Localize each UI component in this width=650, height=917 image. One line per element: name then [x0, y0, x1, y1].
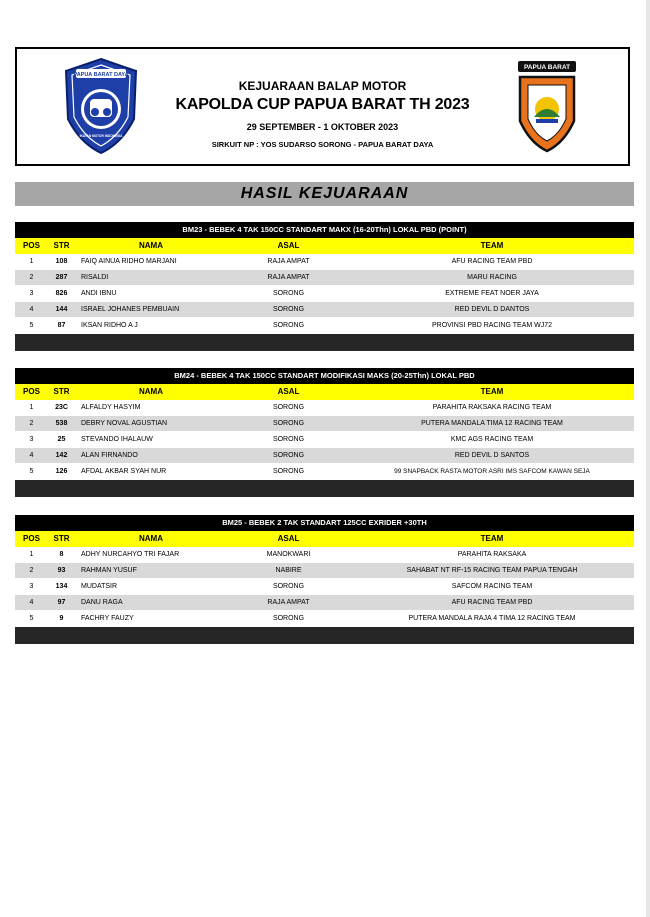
cell-asal: RAJA AMPAT	[267, 274, 310, 281]
cell-nama: RISALDI	[81, 274, 109, 281]
cell-pos: 2	[29, 274, 34, 281]
event-circuit: SIRKUIT NP : YOS SUDARSO SORONG - PAPUA BARAT DAYA	[211, 140, 434, 149]
cell-nama: ADHY NURCAHYO TRI FAJAR	[81, 551, 180, 558]
svg-text:PAPUA BARAT DAYA: PAPUA BARAT DAYA	[73, 72, 129, 78]
col-str-header: STR	[53, 534, 70, 543]
class-footer-bar	[15, 627, 634, 644]
col-nama-header: NAMA	[139, 534, 163, 543]
col-team-header: TEAM	[480, 241, 504, 250]
cell-asal: SORONG	[272, 420, 305, 427]
cell-nama: MUDATSIR	[81, 583, 118, 590]
cell-pos: 4	[29, 599, 34, 606]
col-team-header: TEAM	[480, 534, 504, 543]
cell-team: PARAHITA RAKSAKA RACING TEAM	[432, 404, 552, 411]
cell-team: AFU RACING TEAM PBD	[451, 599, 533, 606]
event-date: 29 SEPTEMBER - 1 OKTOBER 2023	[246, 122, 399, 132]
cell-pos: 5	[29, 322, 34, 329]
cell-str: 25	[57, 436, 66, 443]
page-edge-shadow	[646, 0, 650, 917]
cell-team: 99 SNAPBACK RASTA MOTOR ASRI IMS SAFCOM KAWAN SEJA	[394, 468, 590, 475]
col-str-header: STR	[53, 241, 70, 250]
table-row	[15, 611, 634, 627]
event-cup-title: KAPOLDA CUP PAPUA BARAT TH 2023	[175, 96, 470, 113]
cell-str: 9	[59, 615, 64, 622]
cell-str: 23C	[55, 404, 68, 411]
col-team-header: TEAM	[480, 387, 504, 396]
cell-str: 287	[55, 274, 68, 281]
class-title: BM25 - BEBEK 2 TAK STANDART 125CC EXRIDER +30TH	[15, 515, 634, 531]
table-header	[15, 531, 634, 547]
table-row	[15, 400, 634, 416]
cell-team: KMC AGS RACING TEAM	[450, 436, 534, 443]
table-row	[15, 416, 634, 432]
table-row	[15, 318, 634, 334]
event-header	[15, 47, 630, 166]
cell-asal: SORONG	[272, 452, 305, 459]
table-row	[15, 579, 634, 595]
cell-pos: 5	[29, 468, 34, 475]
cell-str: 826	[55, 290, 68, 297]
class-title: BM23 - BEBEK 4 TAK 150CC STANDART MAKX (16-20Thn) LOKAL PBD (POINT)	[15, 222, 634, 238]
cell-str: 142	[55, 452, 68, 459]
race-class-bm23	[15, 222, 634, 351]
cell-str: 134	[55, 583, 68, 590]
class-footer-bar	[15, 334, 634, 351]
table-row	[15, 302, 634, 318]
table-row	[15, 448, 634, 464]
cell-asal: SORONG	[272, 468, 305, 475]
cell-str: 108	[55, 258, 68, 265]
cell-asal: SORONG	[272, 436, 305, 443]
cell-team: PROVINSI PBD RACING TEAM WJ72	[431, 322, 553, 329]
table-row	[15, 563, 634, 579]
cell-nama: ISRAEL JOHANES PEMBUAIN	[81, 306, 180, 313]
cell-nama: ALFALDY HASYIM	[81, 404, 141, 411]
cell-asal: NABIRE	[275, 567, 302, 574]
cell-team: PUTERA MANDALA RAJA 4 TIMA 12 RACING TEAM	[408, 615, 576, 622]
cell-nama: ALAN FIRNANDO	[81, 452, 138, 459]
table-header	[15, 238, 634, 254]
table-row	[15, 595, 634, 611]
cell-pos: 1	[29, 258, 34, 265]
cell-asal: SORONG	[272, 322, 305, 329]
cell-team: EXTREME FEAT NOER JAYA	[445, 290, 539, 297]
cell-team: MARU RACING	[467, 274, 517, 281]
race-class-bm25	[15, 515, 634, 644]
cell-str: 97	[57, 599, 66, 606]
cell-pos: 2	[29, 567, 34, 574]
cell-team: SAHABAT NT RF-15 RACING TEAM PAPUA TENGAH	[406, 567, 578, 574]
cell-team: AFU RACING TEAM PBD	[451, 258, 533, 265]
table-row	[15, 270, 634, 286]
table-header	[15, 384, 634, 400]
race-class-bm24	[15, 368, 634, 497]
col-pos-header: POS	[23, 241, 40, 250]
cell-nama: FACHRY FAUZY	[81, 615, 134, 622]
cell-team: RED DEVIL D DANTOS	[454, 306, 530, 313]
table-row	[15, 464, 634, 480]
cell-nama: DEBRY NOVAL AGUSTIAN	[81, 420, 168, 427]
table-row	[15, 254, 634, 270]
cell-asal: SORONG	[272, 583, 305, 590]
cell-asal: RAJA AMPAT	[267, 599, 310, 606]
cell-asal: SORONG	[272, 404, 305, 411]
class-footer-bar	[15, 480, 634, 497]
result-title-banner	[15, 182, 634, 206]
cell-str: 93	[57, 567, 66, 574]
cell-pos: 2	[29, 420, 34, 427]
cell-nama: DANU RAGA	[81, 599, 123, 606]
event-title: KEJUARAAN BALAP MOTOR	[238, 79, 407, 93]
cell-team: SAFCOM RACING TEAM	[451, 583, 533, 590]
cell-nama: ANDI IBNU	[81, 290, 117, 297]
col-str-header: STR	[53, 387, 70, 396]
cell-team: RED DEVIL D SANTOS	[454, 452, 530, 459]
col-pos-header: POS	[23, 387, 40, 396]
table-row	[15, 432, 634, 448]
cell-nama: IKSAN RIDHO A J	[81, 322, 138, 329]
cell-str: 8	[59, 551, 64, 558]
svg-text:PAPUA BARAT: PAPUA BARAT	[523, 64, 571, 71]
cell-str: 144	[55, 306, 68, 313]
col-pos-header: POS	[23, 534, 40, 543]
cell-pos: 4	[29, 452, 34, 459]
cell-pos: 3	[29, 583, 34, 590]
cell-str: 538	[55, 420, 68, 427]
class-title: BM24 - BEBEK 4 TAK 150CC STANDART MODIFIKASI MAKS (20-25Thn) LOKAL PBD	[15, 368, 634, 384]
cell-asal: SORONG	[272, 306, 305, 313]
cell-asal: SORONG	[272, 615, 305, 622]
table-row	[15, 547, 634, 563]
cell-asal: SORONG	[272, 290, 305, 297]
cell-str: 87	[57, 322, 66, 329]
col-asal-header: ASAL	[277, 534, 300, 543]
svg-text:IKATAN MOTOR INDONESIA: IKATAN MOTOR INDONESIA	[79, 134, 123, 138]
cell-nama: STEVANDO IHALAUW	[81, 436, 153, 443]
cell-nama: RAHMAN YUSUF	[81, 567, 137, 574]
cell-asal: RAJA AMPAT	[267, 258, 310, 265]
cell-team: PARAHITA RAKSAKA	[457, 551, 527, 558]
col-asal-header: ASAL	[277, 387, 300, 396]
polda-papua-barat-badge	[514, 59, 580, 155]
table-row	[15, 286, 634, 302]
cell-pos: 1	[29, 551, 34, 558]
cell-nama: FAIQ AINUA RIDHO MARJANI	[81, 258, 177, 265]
col-nama-header: NAMA	[139, 387, 163, 396]
cell-asal: MANOKWARI	[266, 551, 311, 558]
cell-pos: 1	[29, 404, 34, 411]
cell-team: PUTERA MANDALA TIMA 12 RACING TEAM	[421, 420, 563, 427]
cell-pos: 3	[29, 436, 34, 443]
col-asal-header: ASAL	[277, 241, 300, 250]
cell-pos: 4	[29, 306, 34, 313]
result-title: HASIL KEJUARAAN	[240, 185, 409, 202]
col-nama-header: NAMA	[139, 241, 163, 250]
cell-nama: AFDAL AKBAR SYAH NUR	[81, 468, 167, 475]
cell-str: 126	[55, 468, 68, 475]
cell-pos: 5	[29, 615, 34, 622]
cell-pos: 3	[29, 290, 34, 297]
